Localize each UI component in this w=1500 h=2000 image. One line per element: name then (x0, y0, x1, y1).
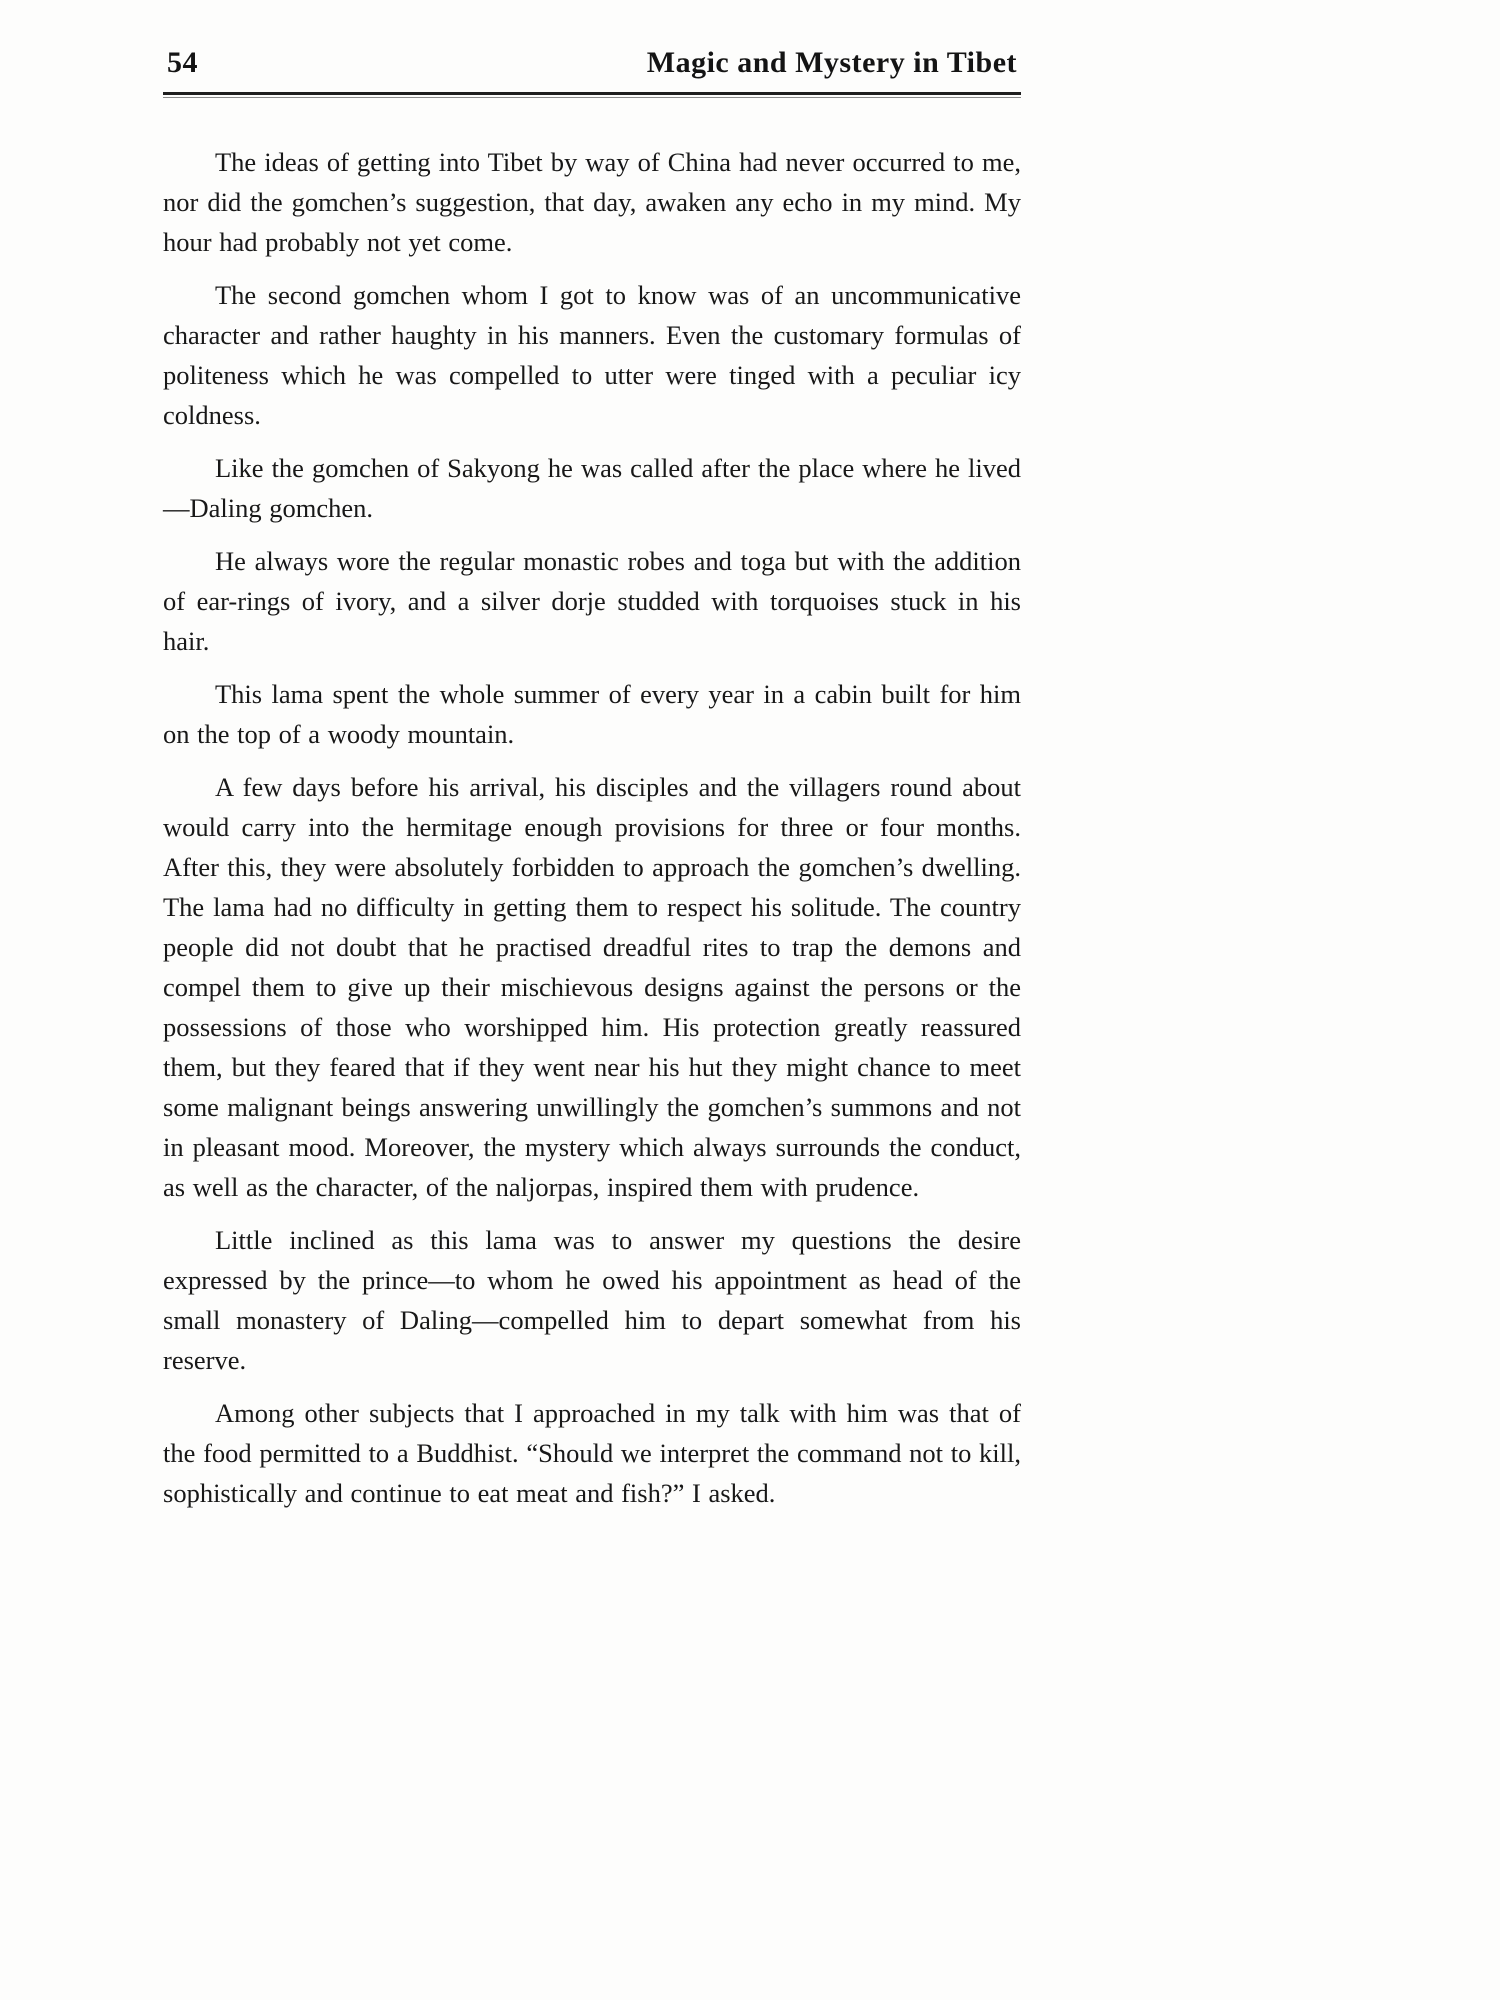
paragraph: This lama spent the whole summer of every year in a cabin built for him on the top of a woody mountain. (163, 679, 1021, 749)
paragraph: A few days before his arrival, his disciples and the villagers round about would carry into the hermitage enough provisions for three or four months. After this, they were absolutely forbidden to approach the gomchen’s dwelling. The lama had no difficulty in getting them to respect his solitude. The country people did not doubt that he practised dreadful rites to trap the demons and compel them to give up their mischievous designs against the persons or the possessions of those who worshipped him. His protection greatly reassured them, but they feared that if they went near his hut they might chance to meet some malignant beings answering unwillingly the gomchen’s summons and not in pleasant mood. Moreover, the mystery which always surrounds the conduct, as well as the character, of the naljorpas, inspired them with prudence. (163, 772, 1021, 1202)
page-header (163, 46, 1021, 92)
page-number: 54 (167, 46, 198, 79)
header-rule (163, 92, 1021, 98)
page-content (163, 46, 1021, 1513)
paragraph: Like the gomchen of Sakyong he was called after the place where he lived—Daling gomchen. (163, 453, 1021, 523)
running-title: Magic and Mystery in Tibet (646, 46, 1017, 79)
body-text (163, 142, 1021, 1513)
paragraph: Among other subjects that I approached in my talk with him was that of the food permitted to a Buddhist. “Should we interpret the command not to kill, sophistically and continue to eat meat and fish?” I asked. (163, 1398, 1021, 1508)
paragraph: The second gomchen whom I got to know was of an uncommunicative character and rather haughty in his manners. Even the customary formulas of politeness which he was compelled to utter were tinged with a peculiar icy coldness. (163, 280, 1021, 430)
paragraph: He always wore the regular monastic robes and toga but with the addition of ear-rings of ivory, and a silver dorje studded with torquoises stuck in his hair. (163, 546, 1021, 656)
paragraph: Little inclined as this lama was to answer my questions the desire expressed by the prince—to whom he owed his appointment as head of the small monastery of Daling—compelled him to depart somewhat from his reserve. (163, 1225, 1021, 1375)
paragraph: The ideas of getting into Tibet by way of China had never occurred to me, nor did the gomchen’s suggestion, that day, awaken any echo in my mind. My hour had probably not yet come. (163, 147, 1021, 257)
